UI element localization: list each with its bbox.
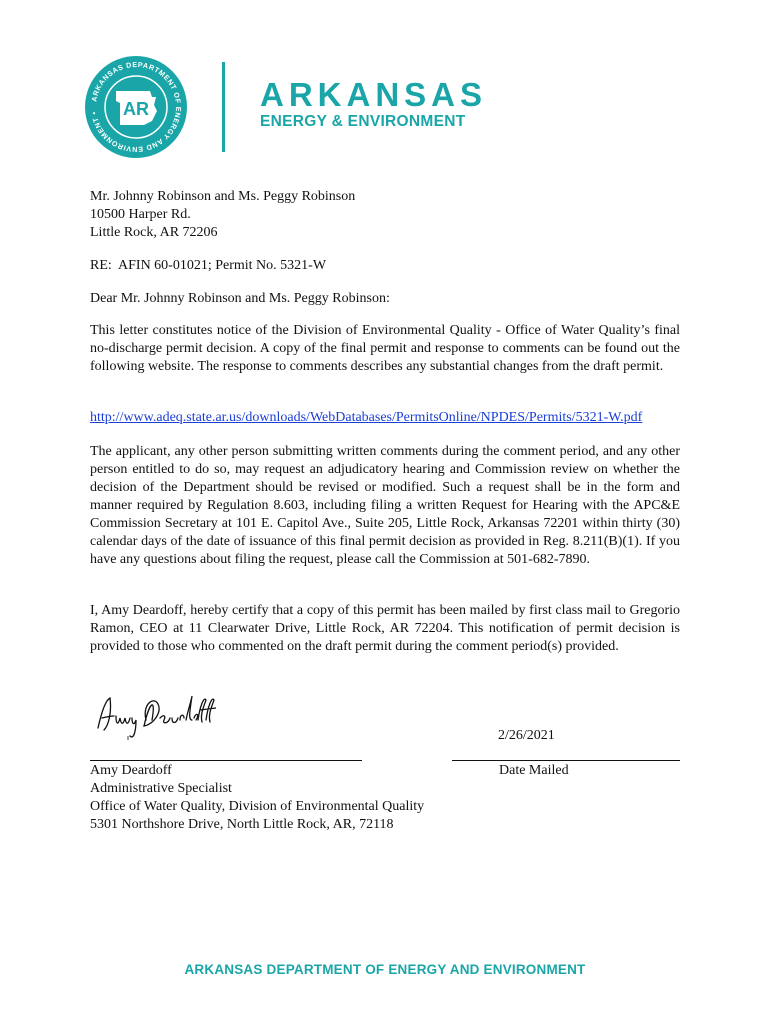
department-seal-logo: [84, 55, 188, 159]
permit-link[interactable]: http://www.adeq.state.ar.us/downloads/WebDatabases/PermitsOnline/NPDES/Permits/5321-W.pdf: [90, 410, 643, 425]
footer-department-name: ARKANSAS DEPARTMENT OF ENERGY AND ENVIRONMENT: [184, 962, 586, 977]
address-line-3: Little Rock, AR 72206: [90, 225, 218, 240]
address-line-2: 10500 Harper Rd.: [90, 207, 191, 222]
address-line-1: Mr. Johnny Robinson and Ms. Peggy Robinson: [90, 189, 356, 204]
signer-block: [90, 762, 680, 834]
signer-office: Office of Water Quality, Division of Environmental Quality: [90, 799, 425, 814]
paragraph-certification: I, Amy Deardoff, hereby certify that a copy of this permit has been mailed by first class mail to Gregorio Ramon, CEO at 11 Clearwater Drive, Little Rock, AR 72204. This notification of permit decision is provided to those who commented on the draft permit during the comment period(s) provided.: [90, 603, 680, 654]
signer-name: Amy Deardoff: [90, 763, 172, 778]
paragraph-hearing: The applicant, any other person submitting written comments during the comment period, and any other person entitled to do so, may request an adjudicatory hearing and Commission review on whether the decision of the Department should be revised or modified. Such a request shall be in the form and manner required by Regulation 8.603, including filing a written Request for Hearing with the APC&E Commission Secretary at 101 E. Capitol Ave., Suite 205, Little Rock, Arkansas 72201 within thirty (30) calendar days of the date of issuance of this final permit decision as provided in Reg. 8.211(B)(1). If you have any questions about filing the request, please call the Commission at 501-682-7890.: [90, 444, 680, 567]
salutation: Dear Mr. Johnny Robinson and Ms. Peggy Robinson:: [90, 291, 390, 306]
brand-title: ARKANSAS: [260, 76, 488, 113]
paragraph-notice: This letter constitutes notice of the Division of Environmental Quality - Office of Water Quality’s final no-discharge permit decision. A copy of the final permit and response to comments can be found out the following website. The response to comments describes any substantial changes from the draft permit.: [90, 323, 680, 374]
signer-address: 5301 Northshore Drive, North Little Rock, AR, 72118: [90, 817, 394, 832]
re-line: RE: AFIN 60-01021; Permit No. 5321-W: [90, 258, 327, 273]
header-divider: [222, 62, 225, 152]
seal-initials: AR: [123, 99, 149, 119]
recipient-address: [90, 188, 680, 242]
handwritten-signature: [92, 690, 216, 742]
svg-text:ARKANSAS DEPARTMENT OF ENERGY: ARKANSAS DEPARTMENT OF ENERGY AND ENVIRONMENT •: [89, 59, 184, 155]
signature-line: [90, 760, 362, 761]
date-mailed-label: Date Mailed: [499, 763, 569, 778]
brand-subtitle: ENERGY & ENVIRONMENT: [260, 113, 466, 130]
mailed-date: 2/26/2021: [498, 728, 555, 743]
signer-title: Administrative Specialist: [90, 781, 232, 796]
date-line: [452, 760, 680, 761]
